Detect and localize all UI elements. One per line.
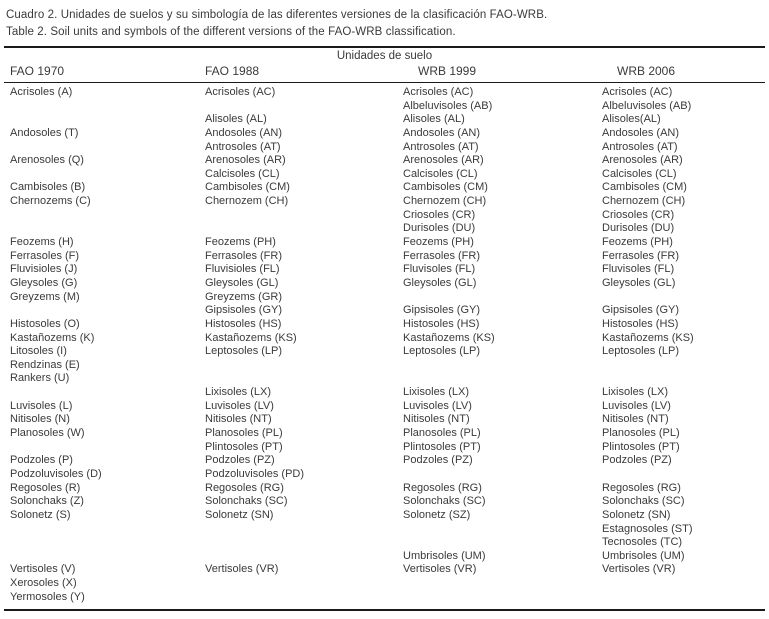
soil-unit-cell: Histosoles (HS) [205, 317, 282, 330]
table-row [10, 127, 765, 141]
soil-unit-cell: Ferrasoles (FR) [602, 249, 680, 262]
soil-unit-cell: Chernozem (CH) [403, 195, 487, 208]
table-row [10, 250, 765, 264]
soil-unit-cell: Xerosoles (X) [10, 577, 77, 590]
soil-unit-cell [10, 141, 205, 155]
soil-unit-cell [205, 359, 403, 373]
soil-unit-cell [10, 536, 205, 550]
table-row [10, 141, 765, 155]
soil-unit-cell [403, 536, 602, 550]
soil-unit-cell: Alisoles (AL) [205, 113, 267, 126]
table-row [10, 100, 765, 114]
table-row [10, 263, 765, 277]
soil-unit-cell: Acrisoles (AC) [403, 86, 474, 98]
soil-unit-cell: Solonetz (S) [10, 508, 71, 521]
table-row [10, 441, 765, 455]
soil-unit-cell: Solonetz (SN) [602, 508, 671, 521]
soil-unit-cell [10, 550, 205, 564]
soil-unit-cell: Podzoluvisoles (D) [10, 467, 102, 480]
table-row [10, 291, 765, 305]
soil-unit-cell: Calcisoles (CL) [602, 167, 677, 180]
soil-unit-cell: Chernozem (CH) [205, 195, 289, 208]
soil-unit-cell [205, 372, 403, 386]
soil-unit-cell: Gleysoles (GL) [403, 276, 477, 289]
table-group-header: Unidades de suelo [336, 50, 433, 62]
soil-unit-cell: Calcisoles (CL) [205, 167, 280, 180]
soil-unit-cell: Gleysoles (G) [10, 276, 78, 289]
table-row [10, 345, 765, 359]
soil-unit-cell: Solonchaks (SC) [602, 495, 685, 508]
soil-unit-cell: Cambisoles (CM) [205, 181, 290, 194]
soil-unit-cell [205, 536, 403, 550]
soil-unit-cell: Arenosoles (AR) [205, 154, 286, 167]
soil-unit-cell: Rankers (U) [10, 372, 70, 385]
soil-units-table [4, 46, 765, 611]
soil-unit-cell: Regosoles (RG) [205, 481, 284, 494]
soil-unit-cell: Plintosoles (PT) [205, 440, 283, 453]
soil-unit-cell: Gipsisoles (GY) [403, 304, 481, 317]
soil-unit-cell: Planosoles (PL) [602, 427, 680, 440]
column-header-wrb-1999: WRB 1999 [418, 64, 477, 78]
soil-unit-cell: Ferrasoles (FR) [205, 249, 283, 262]
soil-unit-cell [403, 359, 602, 373]
table-row [10, 304, 765, 318]
soil-unit-cell [10, 386, 205, 400]
soil-unit-cell [205, 100, 403, 114]
soil-unit-cell: Solonetz (SN) [205, 508, 274, 521]
soil-unit-cell [205, 550, 403, 564]
soil-unit-cell: Chernozem (CH) [602, 195, 686, 208]
soil-unit-cell: Gipsisoles (GY) [602, 304, 680, 317]
soil-unit-cell: Kastañozems (K) [10, 331, 95, 344]
soil-unit-cell: Cambisoles (B) [10, 181, 86, 194]
table-row [10, 154, 765, 168]
soil-unit-cell: Alisoles (AL) [403, 113, 465, 126]
table-row [10, 209, 765, 223]
table-row [10, 413, 765, 427]
table-row [10, 168, 765, 182]
soil-unit-cell: Vertisoles (VR) [403, 563, 477, 576]
caption-spanish: Cuadro 2. Unidades de suelos y su simbología de las diferentes versiones de la clasificación FAO-WRB. [6, 9, 548, 21]
soil-unit-cell: Solonchaks (SC) [205, 495, 288, 508]
soil-unit-cell: Andosoles (AN) [403, 126, 481, 139]
soil-unit-cell: Greyzems (M) [10, 290, 80, 303]
soil-unit-cell: Vertisoles (V) [10, 563, 76, 576]
soil-unit-cell: Fluvisioles (FL) [205, 263, 280, 276]
soil-unit-cell: Plintosoles (PT) [403, 440, 481, 453]
soil-unit-cell [205, 523, 403, 537]
soil-unit-cell: Leptosoles (LP) [205, 345, 283, 358]
table-row [10, 359, 765, 373]
soil-unit-cell: Cambisoles (CM) [403, 181, 488, 194]
soil-unit-cell [205, 209, 403, 223]
table-row [10, 318, 765, 332]
soil-unit-cell: Gleysoles (GL) [602, 276, 676, 289]
soil-unit-cell [10, 304, 205, 318]
table-row [10, 550, 765, 564]
soil-unit-cell: Antrosoles (AT) [205, 140, 281, 153]
soil-unit-cell: Durisoles (DU) [403, 222, 476, 235]
soil-unit-cell: Calcisoles (CL) [403, 167, 478, 180]
caption-english: Table 2. Soil units and symbols of the different versions of the FAO-WRB classification. [6, 26, 456, 38]
soil-unit-cell: Podzoles (PZ) [602, 454, 672, 467]
soil-unit-cell: Litosoles (I) [10, 345, 67, 358]
soil-unit-cell: Solonetz (SZ) [403, 508, 471, 521]
table-row [10, 113, 765, 127]
soil-unit-cell: Criosoles (CR) [403, 208, 476, 221]
soil-unit-cell [403, 468, 602, 482]
soil-unit-cell: Lixisoles (LX) [403, 386, 470, 399]
column-header-fao-1970: FAO 1970 [10, 64, 65, 78]
soil-unit-cell: Podzoles (P) [10, 454, 73, 467]
soil-unit-cell: Criosoles (CR) [602, 208, 675, 221]
column-header-wrb-2006: WRB 2006 [617, 64, 676, 78]
soil-unit-cell [602, 591, 765, 605]
soil-unit-cell: Vertisoles (VR) [205, 563, 279, 576]
soil-unit-cell: Antrosoles (AT) [403, 140, 479, 153]
soil-unit-cell: Lixisoles (LX) [602, 386, 669, 399]
table-row [10, 400, 765, 414]
table-row [10, 509, 765, 523]
soil-unit-cell: Ferrasoles (F) [10, 249, 80, 262]
soil-unit-cell: Leptosoles (LP) [403, 345, 481, 358]
table-row [10, 181, 765, 195]
soil-unit-cell: Greyzems (GR) [205, 290, 282, 303]
soil-unit-cell: Yermosoles (Y) [10, 590, 85, 603]
soil-unit-cell [205, 591, 403, 605]
soil-unit-cell: Nitisoles (NT) [403, 413, 470, 426]
table-row [10, 277, 765, 291]
soil-unit-cell: Histosoles (HS) [602, 317, 679, 330]
soil-unit-cell [10, 168, 205, 182]
soil-unit-cell: Estagnosoles (ST) [602, 522, 693, 535]
soil-unit-cell: Andosoles (AN) [205, 126, 283, 139]
table-row [10, 427, 765, 441]
soil-unit-cell: Fluvisoles (FL) [403, 263, 476, 276]
soil-unit-cell: Umbrisoles (UM) [403, 549, 486, 562]
soil-unit-cell [403, 523, 602, 537]
soil-unit-cell [602, 291, 765, 305]
table-row [10, 372, 765, 386]
table-row [10, 236, 765, 250]
soil-unit-cell: Solonchaks (Z) [10, 495, 84, 508]
soil-unit-cell: Albeluvisoles (AB) [602, 99, 692, 112]
table-captions [0, 0, 769, 41]
soil-unit-cell: Fluvisoles (FL) [602, 263, 675, 276]
table-row [10, 195, 765, 209]
soil-unit-cell: Fluvisioles (J) [10, 263, 78, 276]
table-row [10, 482, 765, 496]
table-row [10, 332, 765, 346]
soil-unit-cell: Kastañozems (KS) [602, 331, 694, 344]
soil-unit-cell [403, 577, 602, 591]
soil-unit-cell: Feozems (PH) [602, 236, 673, 249]
soil-unit-cell: Andosoles (AN) [602, 126, 680, 139]
soil-unit-cell: Luvisoles (LV) [602, 399, 671, 412]
soil-unit-cell: Gipsisoles (GY) [205, 304, 283, 317]
soil-unit-cell [602, 359, 765, 373]
soil-unit-cell [403, 591, 602, 605]
soil-unit-cell: Durisoles (DU) [602, 222, 675, 235]
soil-unit-cell: Arenosoles (AR) [403, 154, 484, 167]
table-row [10, 591, 765, 605]
soil-unit-cell: Albeluvisoles (AB) [403, 99, 493, 112]
soil-unit-cell [10, 222, 205, 236]
soil-unit-cell: Planosoles (PL) [403, 427, 481, 440]
soil-unit-cell: Vertisoles (VR) [602, 563, 676, 576]
soil-unit-cell [403, 372, 602, 386]
soil-unit-cell: Luvisoles (LV) [403, 399, 472, 412]
soil-unit-cell: Luvisoles (LV) [205, 399, 274, 412]
soil-unit-cell: Chernozems (C) [10, 195, 91, 208]
soil-unit-cell: Leptosoles (LP) [602, 345, 680, 358]
column-header-fao-1988: FAO 1988 [205, 64, 260, 78]
soil-unit-cell: Nitisoles (NT) [602, 413, 669, 426]
soil-unit-cell [403, 291, 602, 305]
soil-unit-cell: Nitisoles (NT) [205, 413, 272, 426]
soil-unit-cell: Alisoles(AL) [602, 113, 661, 126]
soil-unit-cell: Acrisoles (AC) [602, 86, 673, 98]
table-row [10, 454, 765, 468]
soil-unit-cell: Gleysoles (GL) [205, 276, 279, 289]
soil-unit-cell: Tecnosoles (TC) [602, 536, 683, 549]
table-row [10, 222, 765, 236]
table-row [10, 577, 765, 591]
soil-unit-cell [602, 468, 765, 482]
soil-unit-cell [602, 372, 765, 386]
soil-unit-cell: Feozems (H) [10, 236, 74, 249]
soil-unit-cell: Solonchaks (SC) [403, 495, 486, 508]
soil-unit-cell [10, 441, 205, 455]
column-header-row [4, 63, 765, 83]
soil-unit-cell: Feozems (PH) [205, 236, 276, 249]
soil-unit-cell: Regosoles (RG) [403, 481, 482, 494]
soil-unit-cell: Kastañozems (KS) [205, 331, 297, 344]
soil-unit-cell [10, 523, 205, 537]
table-row [10, 563, 765, 577]
table-row [10, 468, 765, 482]
soil-unit-cell: Lixisoles (LX) [205, 386, 272, 399]
soil-unit-cell [602, 577, 765, 591]
soil-unit-cell: Nitisoles (N) [10, 413, 70, 426]
table-row [10, 495, 765, 509]
soil-unit-cell: Kastañozems (KS) [403, 331, 495, 344]
soil-unit-cell: Podzoles (PZ) [403, 454, 473, 467]
soil-unit-cell: Planosoles (PL) [205, 427, 283, 440]
table-row [10, 523, 765, 537]
soil-unit-cell [10, 209, 205, 223]
soil-unit-cell: Feozems (PH) [403, 236, 474, 249]
soil-unit-cell: Antrosoles (AT) [602, 140, 678, 153]
table-row [10, 386, 765, 400]
soil-unit-cell: Podzoles (PZ) [205, 454, 275, 467]
soil-unit-cell [10, 100, 205, 114]
soil-unit-cell: Acrisoles (AC) [205, 86, 276, 98]
soil-unit-cell: Cambisoles (CM) [602, 181, 687, 194]
soil-unit-cell: Regosoles (RG) [602, 481, 681, 494]
soil-unit-cell: Regosoles (R) [10, 481, 81, 494]
soil-unit-cell [205, 222, 403, 236]
soil-unit-cell: Histosoles (O) [10, 317, 80, 330]
soil-unit-cell: Histosoles (HS) [403, 317, 480, 330]
soil-unit-cell: Ferrasoles (FR) [403, 249, 481, 262]
soil-unit-cell: Podzoluvisoles (PD) [205, 467, 305, 480]
soil-unit-cell [205, 577, 403, 591]
table-row [10, 536, 765, 550]
soil-unit-cell: Planosoles (W) [10, 427, 85, 440]
soil-unit-cell: Umbrisoles (UM) [602, 549, 685, 562]
soil-unit-cell: Plintosoles (PT) [602, 440, 680, 453]
soil-unit-cell: Arenosoles (AR) [602, 154, 683, 167]
table-row [10, 86, 765, 100]
soil-unit-cell: Andosoles (T) [10, 126, 79, 139]
soil-unit-cell: Arenosoles (Q) [10, 154, 84, 167]
soil-unit-cell: Luvisoles (L) [10, 399, 73, 412]
soil-unit-cell [10, 113, 205, 127]
soil-unit-cell: Rendzinas (E) [10, 358, 80, 371]
soil-unit-cell: Acrisoles (A) [10, 86, 73, 98]
table-body [4, 83, 765, 611]
